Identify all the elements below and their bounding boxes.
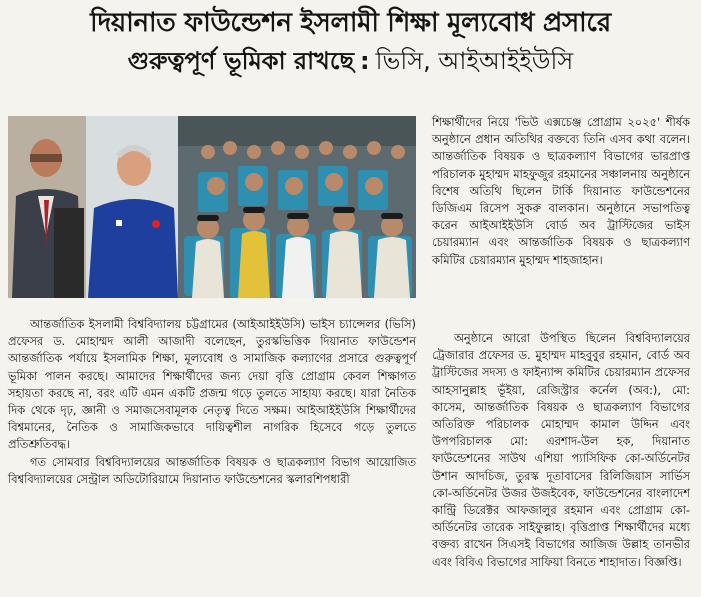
headline-separator: :	[360, 47, 370, 75]
article-paragraph-1: আন্তর্জাতিক ইসলামী বিশ্ববিদ্যালয় চট্টগ্রামের (আইআইইউসি) ভাইস চ্যান্সেলর (ভিসি) প্রফেসর ড. মোহাম্মদ আলী আজাদী বলেছেন, তুরস্কভিত্তিক দিয়ানাত ফাউন্ডেশন আন্তর্জাতিক পর্যায়ে ইসলামিক শিক্ষা, মূল্যবোধ ও সামাজিক কল্যাণের প্রসারে গুরুত্বপূর্ণ ভূমিকা পালন করছে। আমাদের শিক্ষার্থীদের জন্য দেয়া বৃত্তি প্রোগ্রাম কেবল শিক্ষাগত সহায়তা করছে না, বরং এটি এমন একটি প্রজন্ম গড়ে তুলতে সাহায্য করছে। যারা নৈতিক দিক থেকে দৃঢ়, জ্ঞানী ও সমাজসেবামূলক নেতৃত্ব দিতে সক্ষম। আইআইইউসি শিক্ষার্থীদের বিশ্বমানের, নৈতিক ও সামাজিকভাবে দায়িত্বশীল নাগরিক হিসেবে গড়ে তুলতে প্রতিশ্রুতিবদ্ধ।	[8, 317, 416, 452]
headline-source: ভিসি, আইআইইউসি	[375, 47, 574, 75]
article-paragraph-3: শিক্ষার্থীদের নিয়ে 'ভিউ এক্সচেঞ্জ প্রোগ্রাম ২০২৫' শীর্ষক অনুষ্ঠানে প্রধান অতিথির বক্তব্যে তিনি এসব কথা বলেন। আন্তর্জাতিক বিষয়ক ও ছাত্রকল্যাণ বিভাগের ভারপ্রাপ্ত পরিচালক মুহাম্মদ মাহফুজুর রহমানের সঞ্চালনায় অনুষ্ঠানে বিশেষ অতিথি ছিলেন টার্কি দিয়ানাত ফাউন্ডেশনের ডিজিএম রিসেপ সুকরু বালকান। অনুষ্ঠানে সভাপতিত্ব করেন আইআইইউসি বোর্ড অব ট্রাস্টিজের ভাইস চেয়ারম্যান এবং আন্তর্জাতিক বিষয়ক ও ছাত্রকল্যাণ কমিটির চেয়ারম্যান মুহাম্মদ শাহজাহান।	[432, 115, 690, 267]
article-left-column	[8, 316, 416, 488]
article-right-column-top	[432, 114, 690, 269]
headline	[0, 6, 701, 78]
headline-line2	[0, 44, 701, 78]
article-paragraph-4: অনুষ্ঠানে আরো উপস্থিত ছিলেন বিশ্ববিদ্যালয়ের ট্রেজারার প্রফেসর ড. মুহাম্মদ মাহবুবুর রহমান, বোর্ড অব ট্রাস্টিজের সদস্য ও ফাইন্যান্স কমিটির চেয়ারম্যান প্রফেসর আহসানুল্লাহ ভূঁইয়া, রেজিস্ট্রার কর্নেল (অব:), মো: কাসেম, আন্তর্জাতিক বিষয়ক ও ছাত্রকল্যাণ বিভাগের অতিরিক্ত পরিচালক মোহাম্মদ কামাল উদ্দিন এবং উপপরিচালক মো: এরশাদ-উল হক, দিয়ানাত ফাউন্ডেশনের সাউথ এশিয়া প্যাসিফিক কো-অর্ডিনেটর উশান আদচিজ, তুরস্ক দূতাবাসের রিলিজিয়াস সার্ভিস কো-অর্ডিনেটর উজর উজইবেক, ফাউন্ডেশনের বাংলাদেশ কান্ট্রি ডিরেক্টর আফজালুর রহমান এবং প্রোগ্রাম কো-অর্ডিনেটর তারেক সাইফুল্লাহ। বৃত্তিপ্রাপ্ত শিক্ষার্থীদের মধ্যে বক্তব্য রাখেন সিএসই বিভাগের আজিজ উল্লাহ তানভীর এবং বিবিএ বিভাগের সাফিয়া বিনতে শাহাদাত। বিজ্ঞপ্তি।	[432, 331, 690, 569]
headline-line2-text: গুরুত্বপূর্ণ ভূমিকা রাখছে	[127, 47, 355, 75]
news-photo	[8, 116, 416, 298]
article-right-column-bottom	[432, 330, 690, 571]
article-paragraph-2: গত সোমবার বিশ্ববিদ্যালয়ের আন্তর্জাতিক বিষয়ক ও ছাত্রকল্যাণ বিভাগ আয়োজিত বিশ্ববিদ্যালয়ের সেন্ট্রাল অডিটোরিয়ামে দিয়ানাত ফাউন্ডেশনের স্কলারশিপধারী	[8, 454, 416, 486]
photo-illustration	[8, 116, 416, 298]
headline-line1: দিয়ানাত ফাউন্ডেশন ইসলামী শিক্ষা মূল্যবোধ প্রসারে	[90, 8, 611, 38]
